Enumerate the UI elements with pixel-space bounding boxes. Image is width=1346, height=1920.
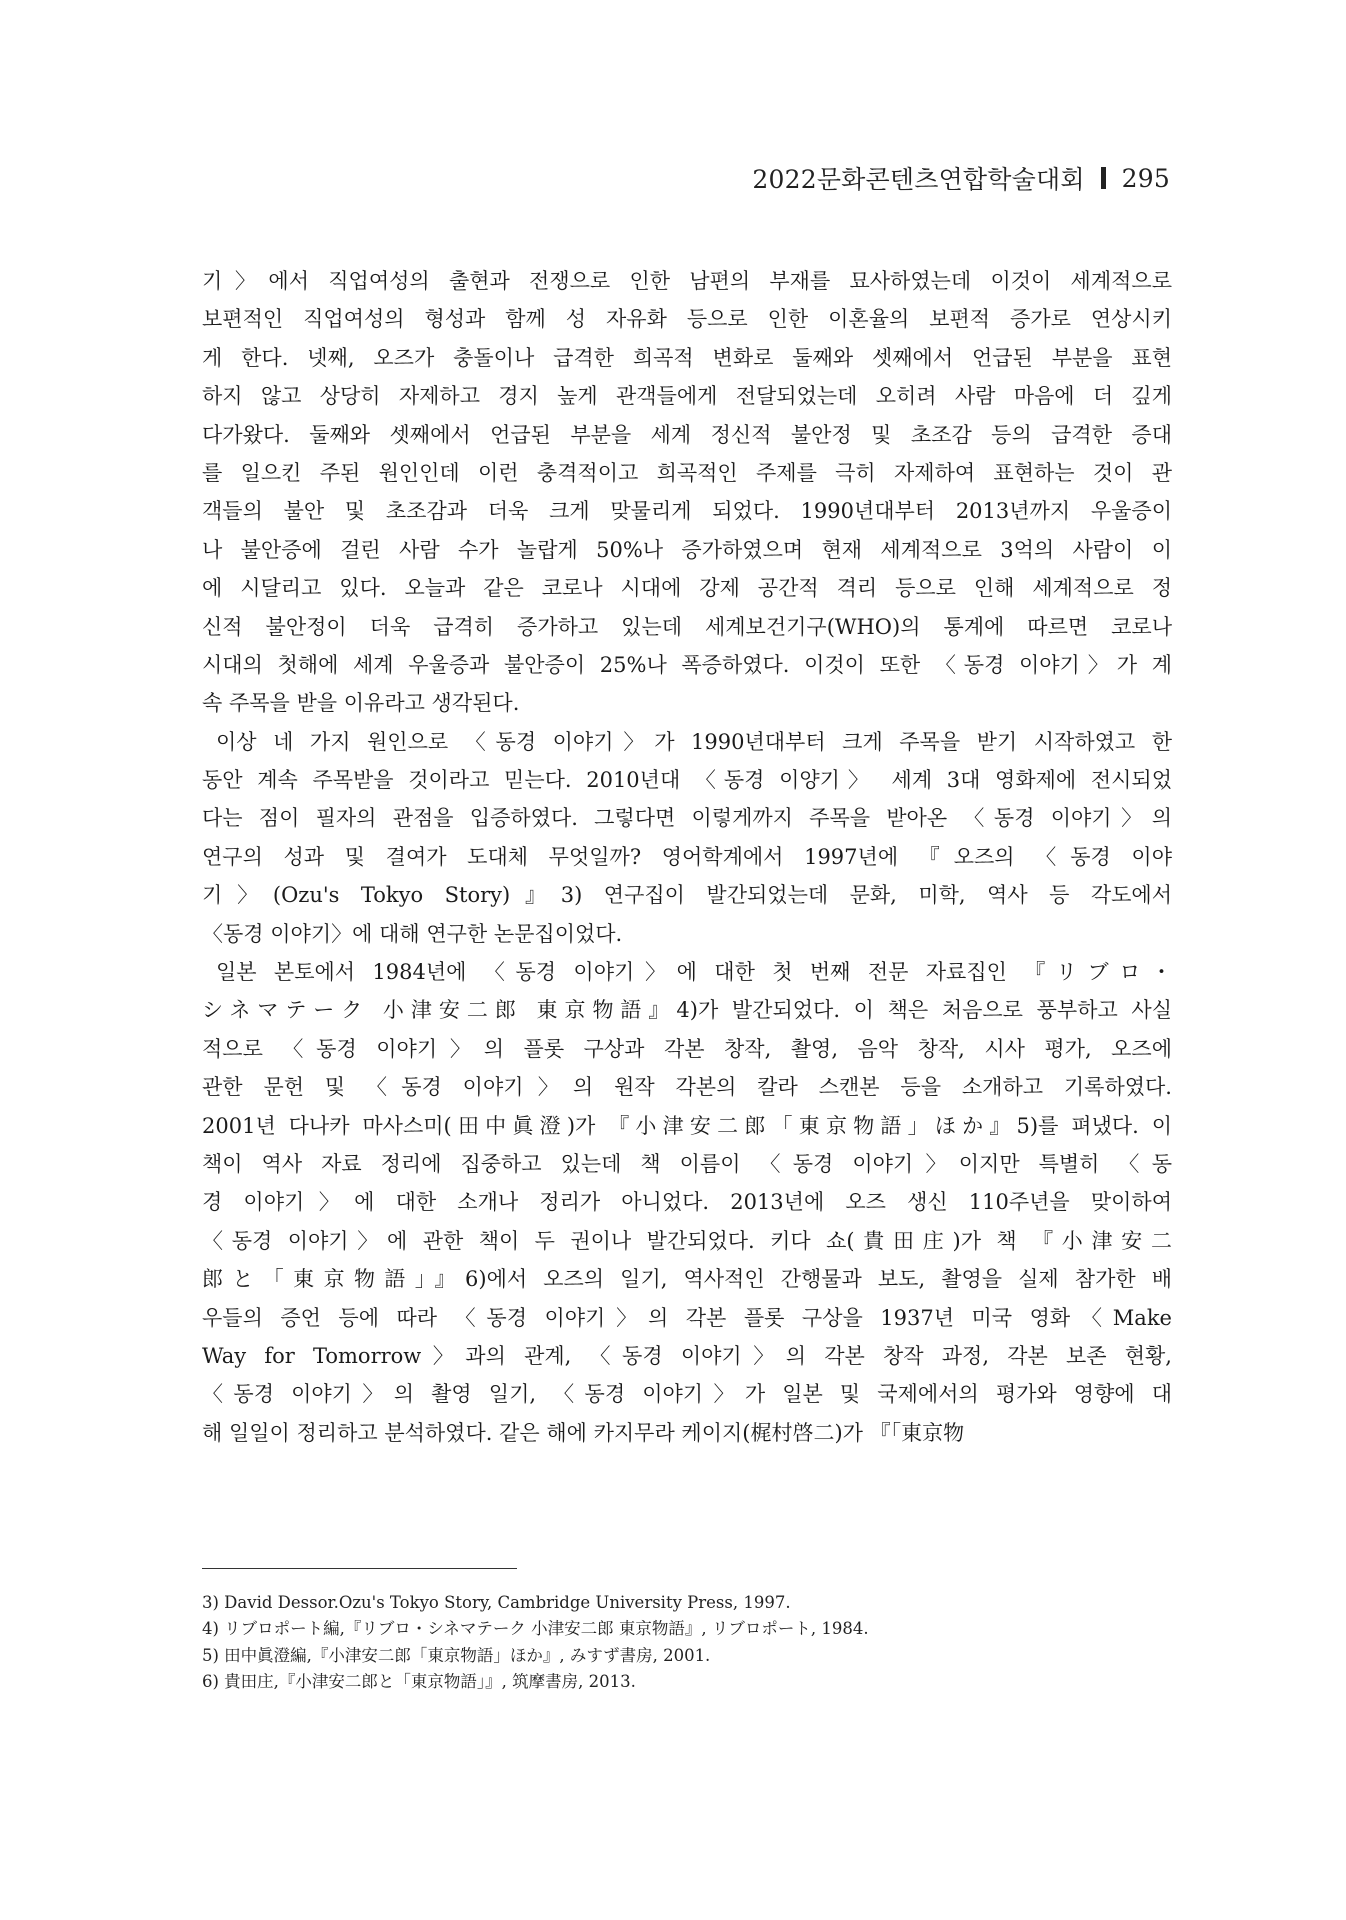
text-line: 〈동경 이야기〉의 촬영 일기, 〈동경 이야기〉가 일본 및 국제에서의 평가와 영향에 대 xyxy=(202,1382,1172,1407)
text-line: 연구의 성과 및 결여가 도대체 무엇일까? 영어학계에서 1997년에 『오즈의 〈동경 이야 xyxy=(202,844,1172,869)
text-line: 일본 본토에서 1984년에 〈동경 이야기〉에 대한 첫 번째 전문 자료집인 『リブロ・ xyxy=(216,960,1172,985)
text-line: 해 일일이 정리하고 분석하였다. 같은 해에 카지무라 케이지(梶村啓二)가 『「東京物 xyxy=(202,1420,965,1445)
paragraph xyxy=(202,723,1172,953)
text-line: 다가왔다. 둘째와 셋째에서 언급된 부분을 세계 정신적 불안정 및 초조감 등의 급격한 증대 xyxy=(202,422,1172,447)
footnote-rule xyxy=(202,1568,517,1569)
text-line: 경 이야기〉에 대한 소개나 정리가 아니었다. 2013년에 오즈 생신 110주년을 맞이하여 xyxy=(202,1190,1172,1215)
text-line: 게 한다. 넷째, 오즈가 충돌이나 급격한 희곡적 변화로 둘째와 셋째에서 언급된 부분을 표현 xyxy=(202,345,1172,370)
footnote: 3) David Dessor.Ozu's Tokyo Story, Cambridge University Press, 1997. xyxy=(202,1593,791,1612)
footnote: 5) 田中眞澄編,『小津安二郎「東京物語」ほか』, みすず書房, 2001. xyxy=(202,1645,711,1665)
text-line: 신적 불안정이 더욱 급격히 증가하고 있는데 세계보건기구(WHO)의 통계에 따르면 코로나 xyxy=(202,614,1172,639)
text-line: 관한 문헌 및 〈동경 이야기〉의 원작 각본의 칼라 스캔본 등을 소개하고 기록하였다. xyxy=(202,1075,1172,1100)
text-line: 郎と「東京物語」』6)에서 오즈의 일기, 역사적인 간행물과 보도, 촬영을 실제 참가한 배 xyxy=(202,1267,1172,1292)
text-line: 나 불안증에 걸린 사람 수가 놀랍게 50%나 증가하였으며 현재 세계적으로 3억의 사람이 이 xyxy=(202,537,1172,562)
text-line: 에 시달리고 있다. 오늘과 같은 코로나 시대에 강제 공간적 격리 등으로 인해 세계적으로 정 xyxy=(202,576,1172,601)
text-line: 이상 네 가지 원인으로 〈동경 이야기〉가 1990년대부터 크게 주목을 받기 시작하였고 한 xyxy=(216,729,1172,754)
header-title: 2022문화콘텐츠연합학술대회 xyxy=(752,165,1085,194)
text-line: 책이 역사 자료 정리에 집중하고 있는데 책 이름이 〈동경 이야기〉이지만 특별히 〈동 xyxy=(202,1151,1172,1176)
text-line: 다는 점이 필자의 관점을 입증하였다. 그렇다면 이렇게까지 주목을 받아온 〈동경 이야기〉의 xyxy=(202,806,1172,831)
text-line: 시대의 첫해에 세계 우울증과 불안증이 25%나 폭증하였다. 이것이 또한 〈동경 이야기〉가 계 xyxy=(202,652,1172,677)
text-line: 속 주목을 받을 이유라고 생각된다. xyxy=(202,691,520,716)
paragraph xyxy=(202,953,1172,1452)
text-line: 객들의 불안 및 초조감과 더욱 크게 맞물리게 되었다. 1990년대부터 2013년까지 우울증이 xyxy=(202,499,1172,524)
footnote: 4) リブロポート編,『リブロ・シネマテーク 小津安二郎 東京物語』, リブロポート, 1984. xyxy=(202,1619,869,1639)
text-line: 보편적인 직업여성의 형성과 함께 성 자유화 등으로 인한 이혼율의 보편적 증가로 연상시키 xyxy=(202,307,1172,332)
footnote: 6) 貴田庄,『小津安二郎と「東京物語」』, 筑摩書房, 2013. xyxy=(202,1671,636,1691)
text-line: シネマテーク 小津安二郎 東京物語』4)가 발간되었다. 이 책은 처음으로 풍부하고 사실 xyxy=(202,998,1172,1023)
text-line: 〈동경 이야기〉에 관한 책이 두 권이나 발간되었다. 키다 쇼(貴田庄)가 책 『小津安二 xyxy=(202,1228,1172,1253)
text-line: 기〉에서 직업여성의 출현과 전쟁으로 인한 남편의 부재를 묘사하였는데 이것이 세계적으로 xyxy=(202,269,1172,293)
text-line: Way for Tomorrow〉과의 관계, 〈동경 이야기〉의 각본 창작 과정, 각본 보존 현황, xyxy=(202,1343,1172,1368)
text-line: 우들의 증언 등에 따라 〈동경 이야기〉의 각본 플롯 구상을 1937년 미국 영화〈Make xyxy=(202,1305,1172,1330)
text-line: 기〉(Ozu's Tokyo Story)』3) 연구집이 발간되었는데 문화, 미학, 역사 등 각도에서 xyxy=(202,883,1172,908)
text-line: 〈동경 이야기〉에 대해 연구한 논문집이었다. xyxy=(202,921,623,946)
header-separator xyxy=(1101,167,1106,189)
body-text xyxy=(202,262,1172,1452)
page-number: 295 xyxy=(1121,163,1170,193)
paragraph xyxy=(202,262,1172,723)
text-line: 하지 않고 상당히 자제하고 경지 높게 관객들에게 전달되었는데 오히려 사람 마음에 더 깊게 xyxy=(202,384,1172,409)
text-line: 2001년 다나카 마사스미(田中眞澄)가 『小津安二郎「東京物語」ほか』5)를 펴냈다. 이 xyxy=(202,1113,1172,1138)
running-header xyxy=(752,160,1170,196)
text-line: 동안 계속 주목받을 것이라고 믿는다. 2010년대 〈동경 이양기〉 세계 3대 영화제에 전시되었 xyxy=(202,768,1172,793)
text-line: 를 일으킨 주된 원인인데 이런 충격적이고 희곡적인 주제를 극히 자제하여 표현하는 것이 관 xyxy=(202,460,1172,485)
text-line: 적으로 〈동경 이야기〉의 플롯 구상과 각본 창작, 촬영, 음악 창작, 시사 평가, 오즈에 xyxy=(202,1036,1172,1061)
footnotes xyxy=(202,1590,1172,1695)
